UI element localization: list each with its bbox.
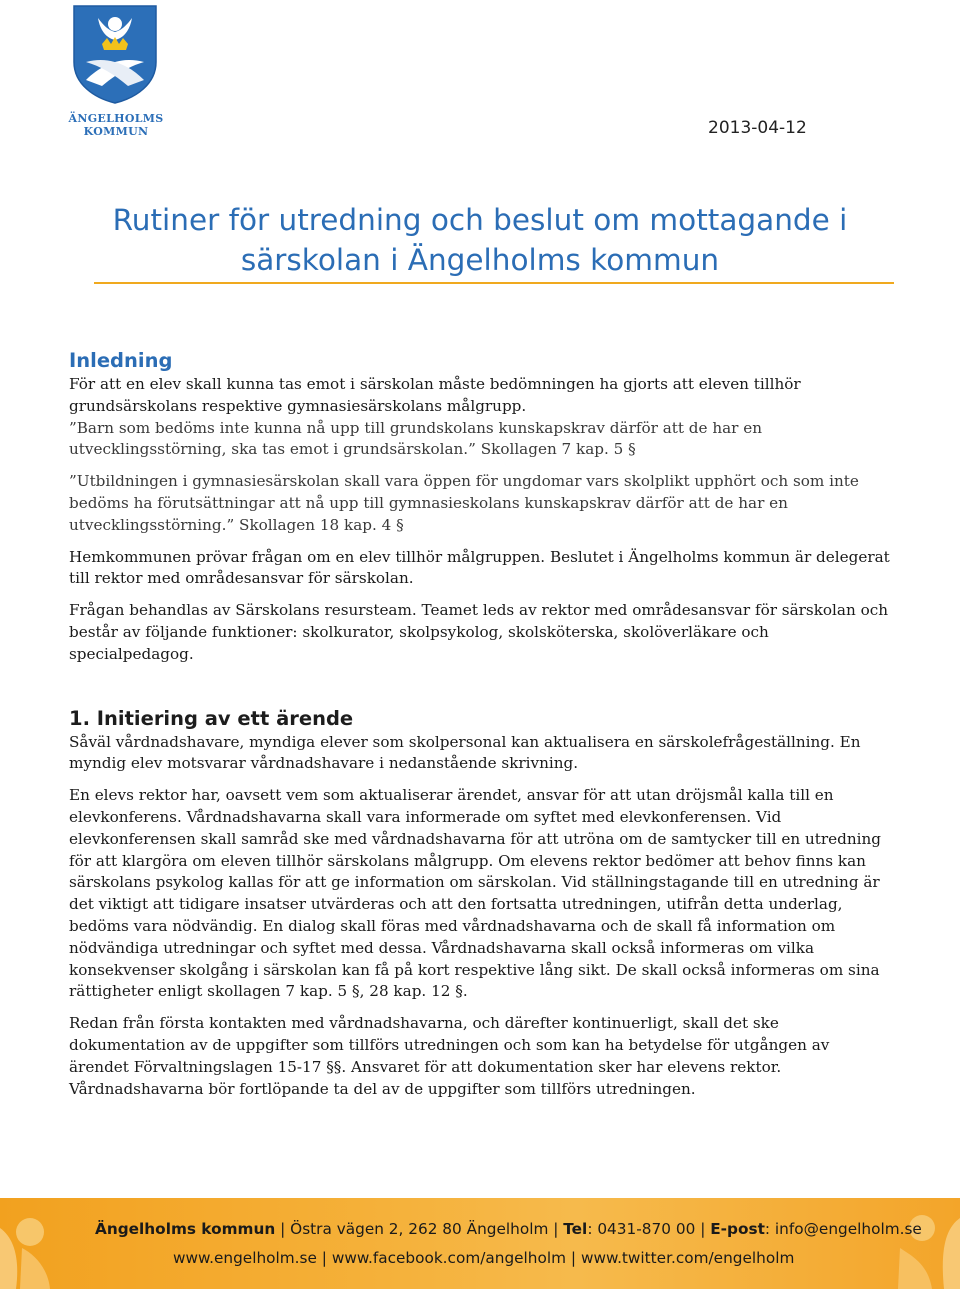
footer-separator: | — [280, 1220, 286, 1238]
paragraph: Hemkommunen prövar frågan om en elev tillhör målgruppen. Beslutet i Ängelholms kommun är delegerat till rektor med områdesansvar för särskolan. — [69, 547, 890, 588]
section-heading-inledning: Inledning — [69, 349, 173, 372]
paragraph: Redan från första kontakten med vårdnadshavarna, och därefter kontinuerligt, skall det ske dokumentation av de uppgifter som tillförs utredningen och som kan ha betydelse för utgången av ärendet Förvaltningslagen 15-17 §§. Ansvaret för att dokumentation sker har elevens rektor. Vårdnadshavarna bör fortlöpande ta del av de uppgifter som tillförs utredningen. — [69, 1014, 830, 1098]
footer-tel-label: Tel — [563, 1220, 588, 1238]
logo-text — [66, 112, 166, 138]
paragraph: För att en elev skall kunna tas emot i särskolan måste bedömningen ha gjorts att eleven tillhör grundsärskolans respektive gymnasiesärskolans målgrupp. — [69, 375, 801, 415]
footer-band — [0, 1198, 960, 1289]
title-divider — [94, 282, 894, 284]
footer-separator: | — [553, 1220, 559, 1238]
footer-links-line — [173, 1249, 794, 1267]
footer-address: Östra vägen 2, 262 80 Ängelholm — [290, 1220, 549, 1238]
logo-line1: ÄNGELHOLMS — [68, 112, 164, 125]
angel-icon — [0, 1198, 75, 1289]
footer-facebook-link[interactable]: www.facebook.com/angelholm — [331, 1249, 567, 1267]
paragraph: Såväl vårdnadshavare, myndiga elever som skolpersonal kan aktualisera en särskolefrågeställning. En myndig elev motsvarar vårdnadshavare i nedanstående skrivning. — [69, 732, 861, 773]
footer-email-link[interactable]: : info@engelholm.se — [764, 1220, 922, 1238]
paragraph: En elevs rektor har, oavsett vem som aktualiserar ärendet, ansvar för att utan dröjsmål kalla till en elevkonferens. Vårdnadshavarna skall vara informerade om syftet med elevkonferensen. Vid elevkonferensen skall samråd ske med vårdnadshavarna för att utröna om de samtycker till en utredning för att klargöra om eleven tillhör särskolans målgrupp. Om elevens rektor bedömer att behov finns kan särskolans psykolog kallas för att ge information om särskolan. Vid ställningstagande till en utredning är det viktigt att tidigare insatser utvärderas och att den fortsatta utredningen, utifrån detta underlag, bedöms vara nödvändig. En dialog skall föras med vårdnadshavarna och de skall få information om nödvändiga utredningar och syftet med dessa. Vårdnadshavarna skall också informeras om vilka konsekvenser skolgång i särskolan kan få på kort respektive lång sikt. De skall också informeras om sina rättigheter enligt skollagen 7 kap. 5 §, 28 kap. 12 §. — [69, 786, 882, 1001]
document-body — [69, 348, 894, 1110]
section-heading-initiering: 1. Initiering av ett ärende — [69, 706, 354, 730]
footer-org: Ängelholms kommun — [95, 1220, 276, 1238]
footer-separator: | — [700, 1220, 706, 1238]
kommun-logo — [66, 4, 166, 144]
coat-of-arms-icon — [72, 4, 158, 104]
angel-icon — [870, 1198, 960, 1289]
footer-separator: | — [570, 1249, 577, 1267]
title-line1: Rutiner för utredning och beslut om mottagande i — [112, 203, 848, 237]
page-title — [40, 200, 920, 280]
footer-twitter-link[interactable]: www.twitter.com/engelholm — [580, 1249, 795, 1267]
title-line2: särskolan i Ängelholms kommun — [240, 243, 720, 277]
law-quote: ”Barn som bedöms inte kunna nå upp till grundskolans kunskapskrav därför att de har en utvecklingsstörning, ska tas emot i grundsärskolan.” Skollagen 7 kap. 5 § — [69, 418, 763, 459]
footer-web-link[interactable]: www.engelholm.se — [173, 1249, 317, 1267]
document-date: 2013-04-12 — [708, 118, 807, 138]
logo-line2: KOMMUN — [83, 125, 149, 138]
footer-tel: : 0431-870 00 — [587, 1220, 696, 1238]
footer-contact-line — [95, 1220, 922, 1238]
paragraph: Frågan behandlas av Särskolans resursteam. Teamet leds av rektor med områdesansvar för särskolan och består av följande funktioner: skolkurator, skolpsykolog, skolsköterska, skolöverläkare och specialpedagog. — [69, 601, 888, 663]
footer-email-label: E-post — [710, 1220, 765, 1238]
footer-separator: | — [321, 1249, 327, 1267]
law-quote: ”Utbildningen i gymnasiesärskolan skall vara öppen för ungdomar vars skolplikt upphört och som inte bedöms ha förutsättningar att nå upp till gymnasieskolans kunskapskrav därför att de har en utvecklingsstörning.” Skollagen 18 kap. 4 § — [69, 472, 859, 534]
